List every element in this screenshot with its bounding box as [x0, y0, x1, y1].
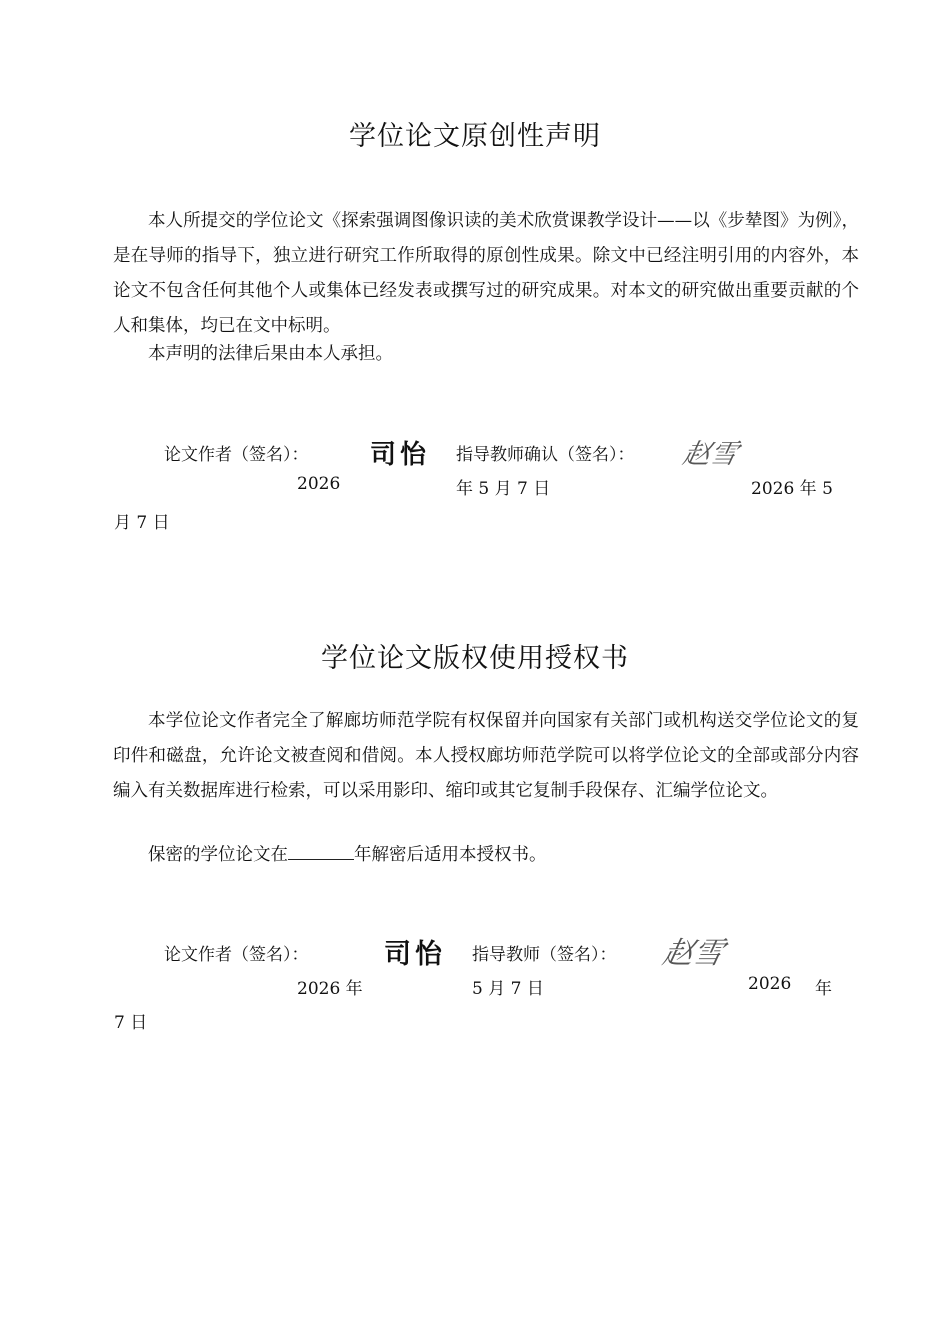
author-date-year-2: 2026 年	[297, 979, 363, 999]
advisor-confirm-label: 指导教师确认（签名）：	[456, 445, 635, 465]
author-signature-2: 司怡	[384, 939, 446, 970]
confidential-before: 保密的学位论文在	[148, 845, 288, 865]
advisor-date-rest: 月 7 日	[114, 513, 170, 533]
declaration-title: 学位论文原创性声明	[349, 121, 601, 152]
authorization-paragraph: 本学位论文作者完全了解廊坊师范学院有权保留并向国家有关部门或机构送交学位论文的复印件和磁盘，允许论文被查阅和借阅。本人授权廊坊师范学院可以将学位论文的全部或部分内容编入有关数据库进行检索，可以采用影印、缩印或其它复制手段保存、汇编学位论文。	[113, 711, 859, 801]
advisor-signature: 赵雪	[680, 439, 741, 470]
author-date-year: 2026	[297, 474, 341, 494]
advisor-date-year: 2026 年 5	[751, 479, 833, 499]
author-signature-label: 论文作者（签名）：	[164, 445, 309, 465]
advisor-date-rest-2: 7 日	[114, 1013, 148, 1033]
author-date-rest: 年 5 月 7 日	[456, 479, 551, 499]
advisor-signature-2: 赵雪	[659, 936, 727, 971]
confidential-paragraph	[113, 838, 859, 873]
confidential-years-blank	[288, 843, 354, 860]
confidential-after: 年解密后适用本授权书。	[354, 845, 547, 865]
author-signature-label-2: 论文作者（签名）：	[164, 945, 309, 965]
advisor-signature-label-2: 指导教师（签名）：	[472, 945, 617, 965]
author-signature: 司怡	[370, 440, 431, 470]
author-date-rest-2: 5 月 7 日	[472, 979, 544, 999]
declaration-paragraph: 本人所提交的学位论文《探索强调图像识读的美术欣赏课教学设计——以《步辇图》为例》，是在导师的指导下，独立进行研究工作所取得的原创性成果。除文中已经注明引用的内容外，本论文不包含任何其他个人或集体已经发表或撰写过的研究成果。对本文的研究做出重要贡献的个人和集体，均已在文中标明。	[113, 211, 859, 336]
advisor-date-year-2: 2026	[748, 974, 792, 994]
declaration-liability-paragraph: 本声明的法律后果由本人承担。	[148, 344, 393, 364]
advisor-date-nian-2: 年	[815, 979, 832, 999]
authorization-title: 学位论文版权使用授权书	[321, 643, 629, 674]
